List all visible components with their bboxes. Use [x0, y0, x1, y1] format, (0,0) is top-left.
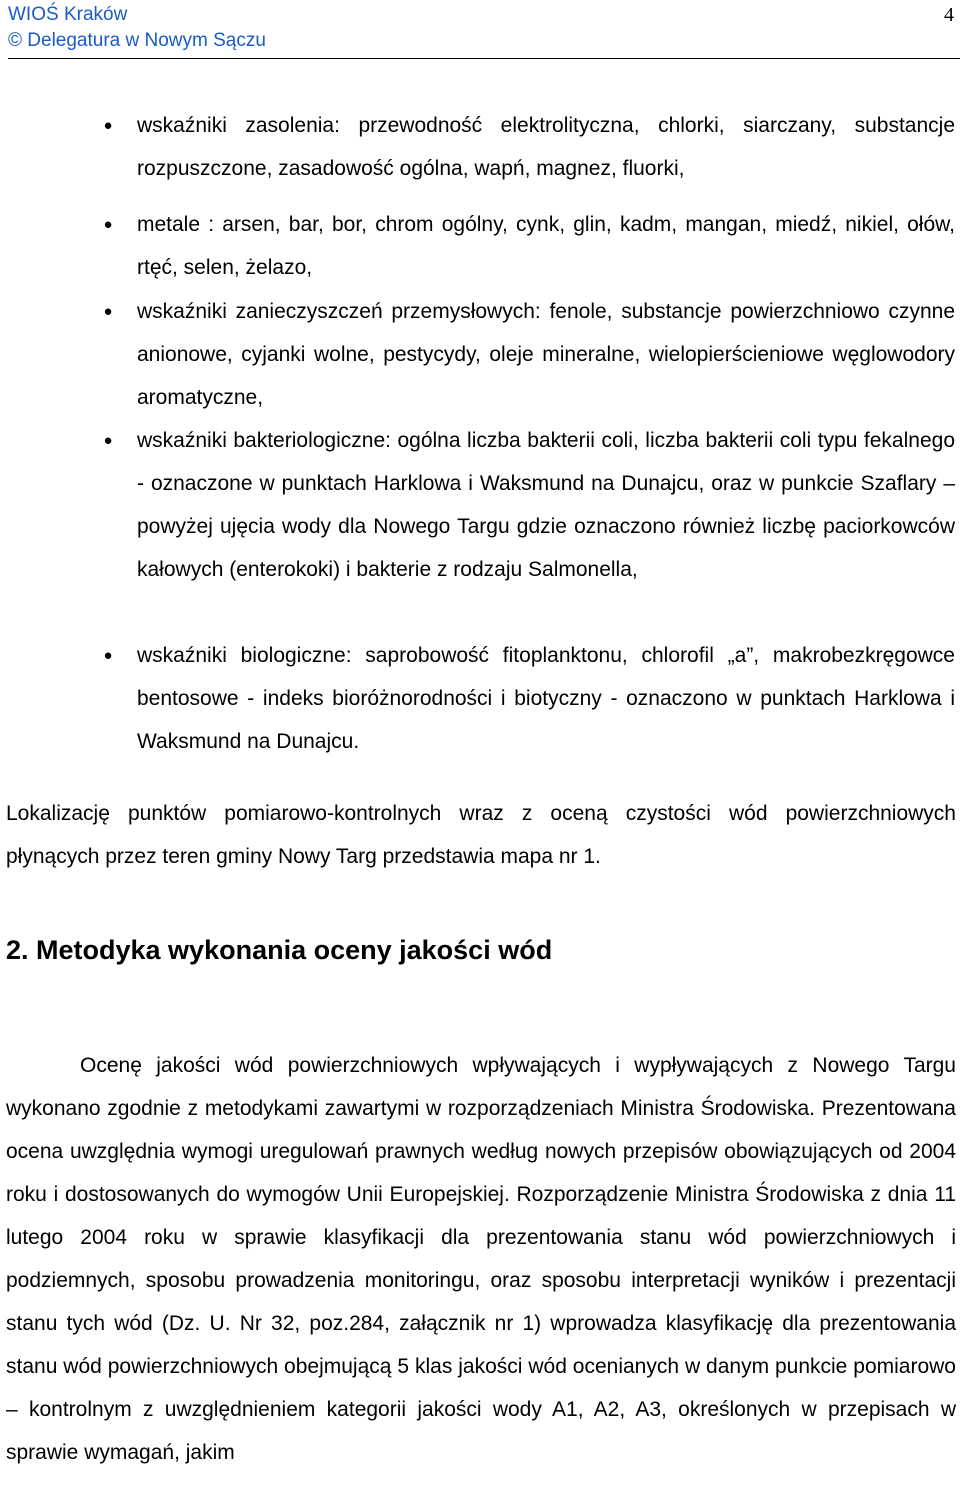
bullet-icon: ● — [103, 303, 113, 320]
bullet-icon: ● — [103, 216, 113, 233]
paragraph-localization: Lokalizację punktów pomiarowo-kontrolnych wraz z oceną czystości wód powierzchniowych płynących przez teren gminy Nowy Targ przedstawia mapa nr 1. — [6, 802, 956, 868]
header-branch: © Delegatura w Nowym Sączu — [8, 30, 266, 51]
bullet-item — [103, 290, 955, 419]
bullet-icon: ● — [103, 432, 113, 449]
bullet-text: wskaźniki biologiczne: saprobowość fitoplanktonu, chlorofil „a”, makrobezkręgowce bentosowe - indeks bioróżnorodności i biotyczny - oznaczono w punktach Harklowa i Waksmund na Dunajcu. — [137, 644, 955, 753]
section-heading: 2. Metodyka wykonania oceny jakości wód — [6, 935, 553, 965]
bullet-icon: ● — [103, 117, 113, 134]
header-org: WIOŚ Kraków — [8, 4, 128, 25]
header-rule — [8, 58, 960, 59]
bullet-item — [103, 419, 955, 591]
page-number: 4 — [944, 4, 954, 26]
bullet-text: wskaźniki bakteriologiczne: ogólna liczba bakterii coli, liczba bakterii coli typu fekalnego - oznaczone w punktach Harklowa i Waksmund na Dunajcu, oraz w punkcie Szaflary – powyżej ujęcia wody dla Nowego Targu gdzie oznaczono również liczbę paciorkowców kałowych (enterokoki) i bakterie z rodzaju Salmonella, — [137, 429, 955, 581]
paragraph-methodology: Ocenę jakości wód powierzchniowych wpływających i wypływających z Nowego Targu wykonano zgodnie z metodykami zawartymi w rozporządzeniach Ministra Środowiska. Prezentowana ocena uwzględnia wymogi uregulowań prawnych według nowych przepisów obowiązujących od 2004 roku i dostosowanych do wymogów Unii Europejskiej. Rozporządzenie Ministra Środowiska z dnia 11 lutego 2004 roku w sprawie klasyfikacji dla prezentowania stanu wód powierzchniowych i podziemnych, sposobu prowadzenia monitoringu, oraz sposobu interpretacji wyników i prezentacji stanu tych wód (Dz. U. Nr 32, poz.284, załącznik nr 1) wprowadza klasyfikację dla prezentowania stanu wód powierzchniowych obejmującą 5 klas jakości wód ocenianych w danym punkcie pomiarowo – kontrolnym z uwzględnieniem kategorii jakości wody A1, A2, A3, określonych w przepisach w sprawie wymagań, jakim — [6, 1054, 956, 1464]
bullet-item — [103, 104, 955, 190]
bullet-item — [103, 203, 955, 289]
bullet-text: metale : arsen, bar, bor, chrom ogólny, cynk, glin, kadm, mangan, miedź, nikiel, ołów, rtęć, selen, żelazo, — [137, 213, 955, 279]
bullet-text: wskaźniki zanieczyszczeń przemysłowych: fenole, substancje powierzchniowo czynne anionowe, cyjanki wolne, pestycydy, oleje mineralne, wielopierścieniowe węglowodory aromatyczne, — [137, 300, 955, 409]
page-header — [8, 2, 954, 58]
bullet-text: wskaźniki zasolenia: przewodność elektrolityczna, chlorki, siarczany, substancje rozpuszczone, zasadowość ogólna, wapń, magnez, fluorki, — [137, 114, 955, 180]
bullet-icon: ● — [103, 647, 113, 664]
bullet-item — [103, 634, 955, 763]
